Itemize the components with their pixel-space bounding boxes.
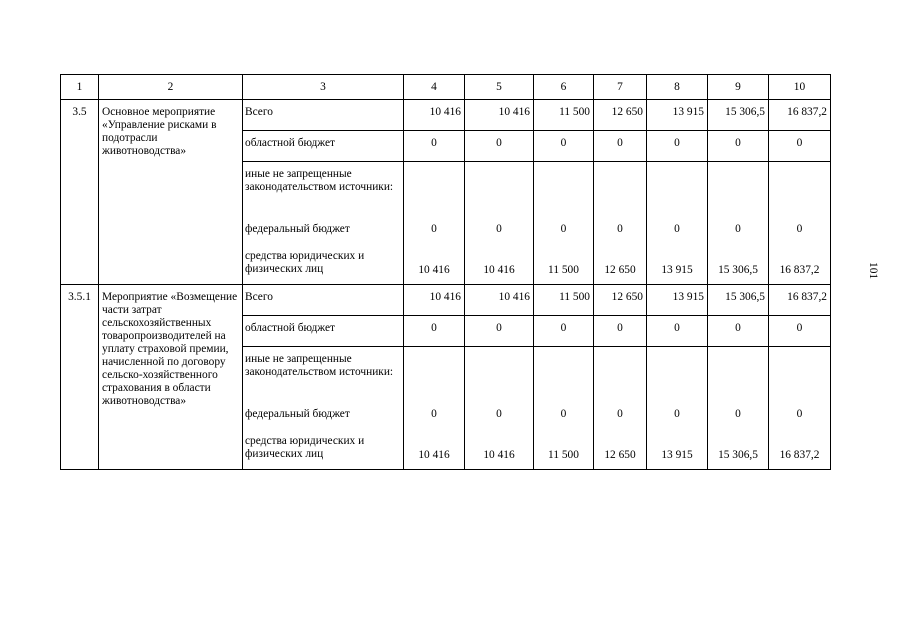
table-row — [61, 100, 831, 131]
value-cell: 0 — [465, 316, 534, 347]
value-cell: 0 — [534, 131, 594, 162]
value-cell: 15 306,5 — [708, 100, 769, 131]
item-name: Основное мероприятие «Управление рисками в подотрасли животноводства» — [99, 100, 243, 285]
value-cell: 11 500 — [548, 264, 579, 276]
value-cell: 13 915 — [661, 264, 693, 276]
value-cell: 0 — [594, 131, 647, 162]
value-cell: 15 306,5 — [718, 449, 758, 461]
item-name: Мероприятие «Возмещение части затрат сельскохозяйственных товаропроизводителей на уплату страховой премии, начисленной по договору сельско-хозяйственного страхования в области животноводства» — [99, 285, 243, 470]
value-cell: 11 500 — [534, 285, 594, 316]
value-cell: 16 837,2 — [769, 285, 831, 316]
value-cell: 0 — [735, 408, 741, 420]
value-cell: 0 — [796, 408, 803, 420]
value-cell: 10 416 — [404, 100, 465, 131]
value-cell: 0 — [560, 408, 567, 420]
value-cell: 0 — [647, 131, 708, 162]
value-cell: 10 416 — [465, 285, 534, 316]
row-label: иные не запрещенные законодательством источники: — [245, 168, 394, 193]
value-cell: 10 416 — [404, 285, 465, 316]
value-cell: 0 — [431, 223, 437, 235]
header-cell: 6 — [534, 75, 594, 100]
header-cell: 4 — [404, 75, 465, 100]
row-label: областной бюджет — [245, 137, 335, 149]
value-cell: 10 416 — [465, 100, 534, 131]
item-number: 3.5 — [61, 100, 99, 285]
value-cell: 13 915 — [647, 285, 708, 316]
value-cell: 0 — [560, 223, 567, 235]
value-cell: 0 — [769, 316, 831, 347]
value-cell: 0 — [594, 316, 647, 347]
header-cell: 10 — [769, 75, 831, 100]
value-cell: 0 — [769, 131, 831, 162]
value-cell: 16 837,2 — [779, 264, 820, 276]
value-cell: 12 650 — [604, 449, 636, 461]
table-row — [61, 285, 831, 316]
header-row — [61, 75, 831, 100]
value-cell: 12 650 — [604, 264, 636, 276]
value-cell: 12 650 — [594, 285, 647, 316]
value-cell: 0 — [431, 408, 437, 420]
row-label: Всего — [245, 291, 273, 303]
value-cell: 16 837,2 — [779, 449, 820, 461]
value-cell: 0 — [796, 223, 803, 235]
value-cell: 12 650 — [594, 100, 647, 131]
value-cell: 10 416 — [418, 264, 450, 276]
value-cell: 13 915 — [647, 100, 708, 131]
row-label: иные не запрещенные законодательством источники: — [245, 353, 394, 378]
header-cell: 3 — [243, 75, 404, 100]
value-cell: 0 — [496, 408, 502, 420]
row-label: Всего — [245, 106, 273, 118]
value-cell: 0 — [674, 408, 680, 420]
row-label: средства юридических и физических лиц — [245, 435, 365, 460]
row-label: федеральный бюджет — [245, 223, 350, 235]
page-number: 101 — [867, 262, 879, 280]
value-cell: 0 — [647, 316, 708, 347]
value-cell: 0 — [404, 316, 465, 347]
value-cell: 16 837,2 — [769, 100, 831, 131]
value-cell: 0 — [735, 223, 741, 235]
value-cell: 10 416 — [418, 449, 450, 461]
value-cell: 0 — [534, 316, 594, 347]
value-cell: 0 — [674, 223, 680, 235]
value-cell: 11 500 — [534, 100, 594, 131]
value-cell: 13 915 — [661, 449, 693, 461]
header-cell: 9 — [708, 75, 769, 100]
value-cell: 0 — [465, 131, 534, 162]
value-cell: 0 — [708, 316, 769, 347]
header-cell: 7 — [594, 75, 647, 100]
value-cell: 0 — [708, 131, 769, 162]
value-cell: 11 500 — [548, 449, 579, 461]
value-cell: 0 — [617, 223, 623, 235]
value-cell: 15 306,5 — [708, 285, 769, 316]
value-cell: 10 416 — [483, 264, 515, 276]
header-cell: 8 — [647, 75, 708, 100]
value-cell: 15 306,5 — [718, 264, 758, 276]
row-label: областной бюджет — [245, 322, 335, 334]
value-cell: 0 — [496, 223, 502, 235]
value-cell: 10 416 — [483, 449, 515, 461]
header-cell: 1 — [61, 75, 99, 100]
row-label: средства юридических и физических лиц — [245, 250, 365, 275]
value-cell: 0 — [617, 408, 623, 420]
header-cell: 2 — [99, 75, 243, 100]
row-label: федеральный бюджет — [245, 408, 350, 420]
header-cell: 5 — [465, 75, 534, 100]
item-number: 3.5.1 — [61, 285, 99, 470]
budget-table — [60, 74, 831, 470]
value-cell: 0 — [404, 131, 465, 162]
